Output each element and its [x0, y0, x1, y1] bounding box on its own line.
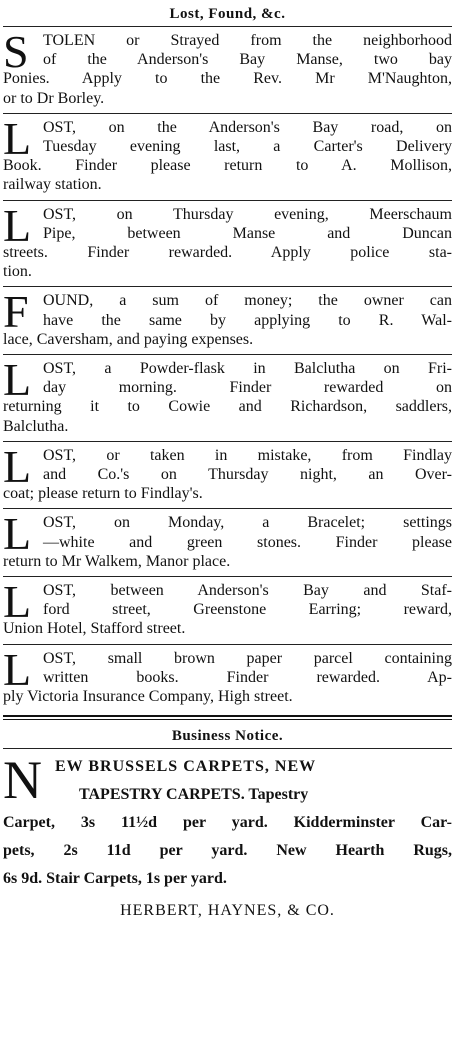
ad-line: returning it to Cowie and Richardson, saddlers,	[3, 398, 452, 416]
ad-line: streets. Finder rewarded. Apply police sta-	[3, 244, 452, 262]
drop-cap: S	[3, 26, 29, 77]
drop-cap: N	[3, 750, 42, 811]
ad-line: ply Victoria Insurance Company, High street.	[3, 688, 293, 706]
lost-found-ads	[3, 26, 452, 709]
ad-line: OST, a Powder-flask in Balclutha on Fri-	[43, 360, 452, 378]
classified-ad	[3, 286, 452, 352]
section-heading-business: Business Notice.	[171, 728, 284, 745]
ad-line: Pipe, between Manse and Duncan	[43, 224, 452, 242]
section-heading-lost-found: Lost, Found, &c.	[169, 6, 286, 22]
ad-line: ford street, Greenstone Earring; reward,	[43, 601, 452, 619]
drop-cap: L	[3, 354, 32, 406]
ad-line: TOLEN or Strayed from the neighborhood	[43, 32, 452, 49]
ad-line: or to Dr Borley.	[3, 89, 105, 107]
classified-ad	[3, 643, 452, 710]
ad-separator	[3, 508, 452, 509]
ad-line: EW BRUSSELS CARPETS, NEW	[55, 758, 317, 776]
drop-cap: L	[3, 440, 32, 492]
ad-line: OST, small brown paper parcel containing	[43, 649, 452, 667]
ad-separator	[3, 644, 452, 645]
section-divider	[3, 715, 452, 720]
ad-line: OST, or taken in mistake, from Findlay	[43, 446, 452, 464]
classified-ad	[3, 199, 452, 285]
ad-line: written books. Finder rewarded. Ap-	[43, 668, 452, 686]
ad-separator	[3, 441, 452, 442]
ad-line: OST, on Monday, a Bracelet; settings	[43, 514, 452, 532]
ad-line: —white and green stones. Finder please	[43, 533, 452, 551]
ad-line: 6s 9d. Stair Carpets, 1s per yard.	[3, 870, 227, 888]
drop-cap: L	[3, 508, 32, 560]
drop-cap: L	[3, 643, 32, 695]
ad-line: pets, 2s 11d per yard. New Hearth Rugs,	[3, 842, 452, 860]
drop-cap: L	[3, 112, 32, 164]
ad-line: of the Anderson's Bay Manse, two bay	[43, 51, 452, 69]
business-notice-ad	[3, 751, 452, 896]
ad-line: lace, Caversham, and paying expenses.	[3, 330, 254, 348]
classified-ad	[3, 576, 452, 642]
newspaper-column	[0, 4, 458, 1041]
ad-separator	[3, 200, 452, 201]
classified-ad	[3, 26, 452, 111]
ad-line: TAPESTRY CARPETS. Tapestry	[79, 786, 309, 804]
ad-line: OST, on Thursday evening, Meerschaum	[43, 205, 452, 223]
ad-line: return to Mr Walkem, Manor place.	[3, 552, 231, 570]
ad-line: Tuesday evening last, a Carter's Delivery	[43, 138, 452, 156]
ad-line: Carpet, 3s 11½d per yard. Kidderminster Car-	[3, 814, 452, 832]
advertiser-signature: HERBERT, HAYNES, & CO.	[120, 902, 335, 920]
ad-separator	[3, 354, 452, 355]
ad-separator	[3, 26, 452, 27]
ad-line: Ponies. Apply to the Rev. Mr M'Naughton,	[3, 70, 452, 88]
heading-rule	[3, 748, 452, 749]
drop-cap: F	[3, 286, 29, 338]
classified-ad	[3, 440, 452, 507]
drop-cap: L	[3, 576, 32, 628]
ad-line: day morning. Finder rewarded on	[43, 379, 452, 397]
ad-separator	[3, 576, 452, 577]
ad-line: and Co.'s on Thursday night, an Over-	[43, 466, 452, 484]
ad-separator	[3, 113, 452, 114]
ad-line: railway station.	[3, 176, 102, 194]
ad-line: OST, between Anderson's Bay and Staf-	[43, 582, 452, 600]
ad-line: OUND, a sum of money; the owner can	[43, 292, 452, 310]
classified-ad	[3, 354, 452, 439]
ad-line: have the same by applying to R. Wal-	[43, 311, 452, 329]
ad-separator	[3, 286, 452, 287]
ad-line: Book. Finder please return to A. Mollison,	[3, 157, 452, 175]
classified-ad	[3, 112, 452, 198]
drop-cap: L	[3, 199, 32, 251]
classified-ad	[3, 508, 452, 574]
ad-line: OST, on the Anderson's Bay road, on	[43, 118, 452, 136]
ad-line: Balclutha.	[3, 417, 69, 435]
ad-line: Union Hotel, Stafford street.	[3, 620, 186, 638]
ad-line: coat; please return to Findlay's.	[3, 485, 203, 503]
ad-line: tion.	[3, 263, 32, 281]
